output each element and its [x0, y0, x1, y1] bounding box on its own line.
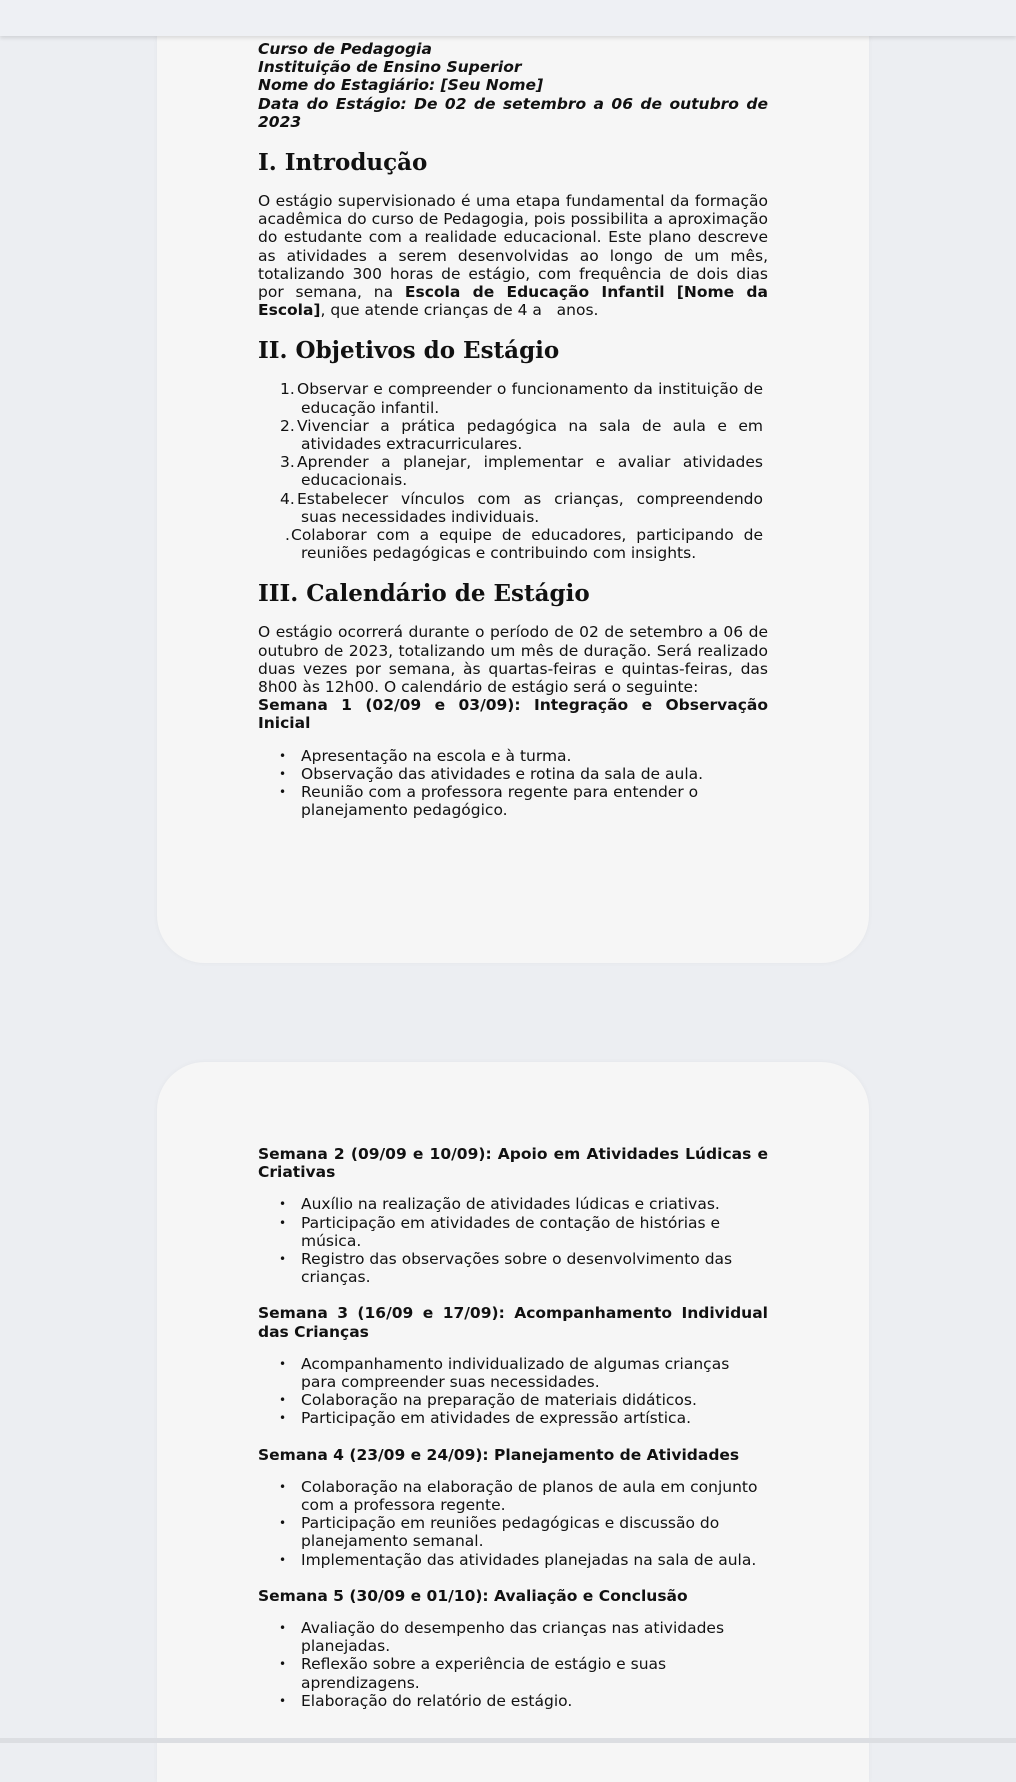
list-item: • Apresentação na escola e à turma. — [301, 747, 768, 765]
intro-text: O estágio supervisionado é uma etapa fundamental da formação acadêmica do curso de Pedagogia, pois possibilita a aproximação do estudante com a realidade educacional. Este plano descreve as atividades a serem desenvolvidas ao longo de um mês, totalizando 300 horas de estágio, com frequência de dois dias por semana, na — [258, 192, 768, 302]
course-name: Curso de Pedagogia — [258, 40, 432, 58]
list-item: • Participação em atividades de contação de histórias e música. — [301, 1214, 768, 1250]
list-item: • Reflexão sobre a experiência de estágio e suas aprendizagens. — [301, 1655, 768, 1691]
intro-heading: I. Introdução — [258, 149, 428, 177]
list-item: • Observação das atividades e rotina da sala de aula. — [301, 765, 768, 783]
list-item: • Registro das observações sobre o desenvolvimento das crianças. — [301, 1250, 768, 1286]
week-5-list — [258, 1619, 768, 1710]
list-item: 3. 3. Aprender a planejar, implementar e avaliar atividades educacionais. — [301, 453, 768, 489]
week-4-list — [258, 1478, 768, 1569]
list-item: • Colaboração na preparação de materiais didáticos. — [301, 1391, 768, 1409]
list-item: • Implementação das atividades planejadas na sala de aula. — [301, 1551, 768, 1569]
list-item: • Reunião com a professora regente para entender o planejamento pedagógico. — [301, 783, 768, 819]
list-item: • Auxílio na realização de atividades lúdicas e criativas. — [301, 1195, 768, 1213]
list-item: • Colaboração na elaboração de planos de aula em conjunto com a professora regente. — [301, 1478, 768, 1514]
list-item: 5. .Colaborar com a equipe de educadores, participando de reuniões pedagógicas e contribuindo com insights. — [301, 526, 768, 562]
intro-paragraph — [258, 192, 768, 319]
objectives-list — [258, 380, 768, 562]
intro-text-end: , que atende crianças de 4 a anos. — [320, 301, 599, 320]
list-item: 1. 1. Observar e compreender o funcionamento da instituição de educação infantil. — [301, 380, 768, 416]
intern-name: Nome do Estagiário: [Seu Nome] — [258, 76, 544, 95]
week-3-title: Semana 3 (16/09 e 17/09): Acompanhamento Individual das Crianças — [258, 1304, 768, 1341]
list-item: • Participação em reuniões pedagógicas e discussão do planejamento semanal. — [301, 1514, 768, 1550]
institution-name: Instituição de Ensino Superior — [258, 58, 522, 77]
week-3-list — [258, 1355, 768, 1428]
week-5-title: Semana 5 (30/09 e 01/10): Avaliação e Conclusão — [258, 1586, 688, 1605]
list-item: • Avaliação do desempenho das crianças nas atividades planejadas. — [301, 1619, 768, 1655]
week-1-title: Semana 1 (02/09 e 03/09): Integração e Observação Inicial — [258, 696, 768, 733]
list-item: 2. 2. Vivenciar a prática pedagógica na sala de aula e em atividades extracurriculares. — [301, 417, 768, 453]
page-2-content — [258, 1145, 768, 1728]
week-4-title: Semana 4 (23/09 e 24/09): Planejamento de Atividades — [258, 1445, 740, 1464]
list-item: • Participação em atividades de expressão artística. — [301, 1409, 768, 1427]
list-item: 4. 4. Estabelecer vínculos com as crianças, compreendendo suas necessidades individuais. — [301, 490, 768, 526]
list-item: • Elaboração do relatório de estágio. — [301, 1692, 768, 1710]
viewer-bottom-edge — [0, 1738, 1016, 1743]
week-1-list — [258, 747, 768, 820]
calendar-heading: III. Calendário de Estágio — [258, 580, 590, 608]
viewer-toolbar — [0, 0, 1016, 36]
calendar-intro: O estágio ocorrerá durante o período de 02 de setembro a 06 de outubro de 2023, totalizando um mês de duração. Será realizado duas vezes por semana, às quartas-feiras e quintas-feiras, das 8h00 às 12h00. O calendário de estágio será o seguinte: — [258, 623, 768, 697]
internship-dates: Data do Estágio: De 02 de setembro a 06 de outubro de 2023 — [258, 94, 768, 131]
list-item: • Acompanhamento individualizado de algumas crianças para compreender suas necessidades. — [301, 1355, 768, 1391]
week-2-title: Semana 2 (09/09 e 10/09): Apoio em Atividades Lúdicas e Criativas — [258, 1145, 768, 1182]
objectives-heading: II. Objetivos do Estágio — [258, 337, 560, 365]
page-1-content — [258, 40, 768, 838]
week-2-list — [258, 1195, 768, 1286]
school-name: Escola de Educação Infantil [Nome da Escola] — [258, 283, 768, 320]
